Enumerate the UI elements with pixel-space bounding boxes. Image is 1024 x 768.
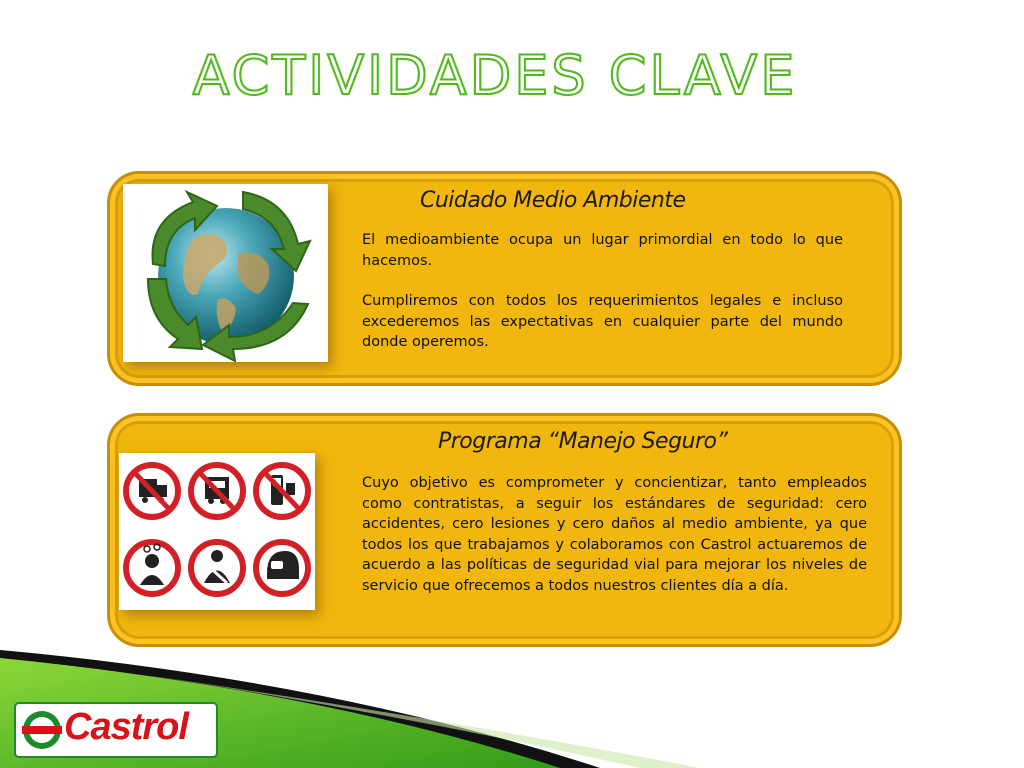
safe-driving-paragraph-1: Cuyo objetivo es comprometer y concientizar, tanto empleados como contratistas, a seguir los estándares de seguridad: cero accidentes, cero lesiones y cero daños al medio ambiente, ya que todos los que trabajamos y colaboramos con Castrol actuaremos de acuerdo a las políticas de seguridad vial para mejorar los niveles de servicio que ofrecemos a todos nuestros clientes día a día. — [362, 475, 867, 594]
recycling-globe-icon — [123, 184, 328, 362]
environment-paragraph-1: El medioambiente ocupa un lugar primordial en todo lo que hacemos. — [362, 232, 843, 269]
safety-signs-photo — [119, 453, 315, 610]
safety-signs-grid — [119, 453, 315, 610]
castrol-emblem-icon — [20, 709, 64, 751]
helmet-icon — [256, 542, 308, 594]
tired-driver-icon — [126, 542, 178, 594]
card-environment — [107, 171, 902, 386]
no-phone-icon — [256, 465, 308, 517]
castrol-logo — [16, 704, 216, 756]
card-title-safe-driving: Programa “Manejo Seguro” — [438, 429, 728, 454]
card-title-environment: Cuidado Medio Ambiente — [420, 188, 686, 213]
no-truck-icon — [126, 465, 178, 517]
card-safe-driving — [107, 413, 902, 647]
castrol-logo-text: Castrol — [64, 706, 188, 748]
slide-title: ACTIVIDADES CLAVE — [192, 44, 798, 107]
no-overloaded-truck-icon — [191, 465, 243, 517]
card-body-safe-driving — [362, 473, 867, 596]
environment-paragraph-2: Cumpliremos con todos los requerimientos legales e incluso excederemos las expectativas en cualquier parte del mundo donde operemos. — [362, 293, 843, 350]
seatbelt-icon — [191, 542, 243, 594]
card-body-environment — [362, 230, 843, 353]
environment-photo — [123, 184, 328, 362]
